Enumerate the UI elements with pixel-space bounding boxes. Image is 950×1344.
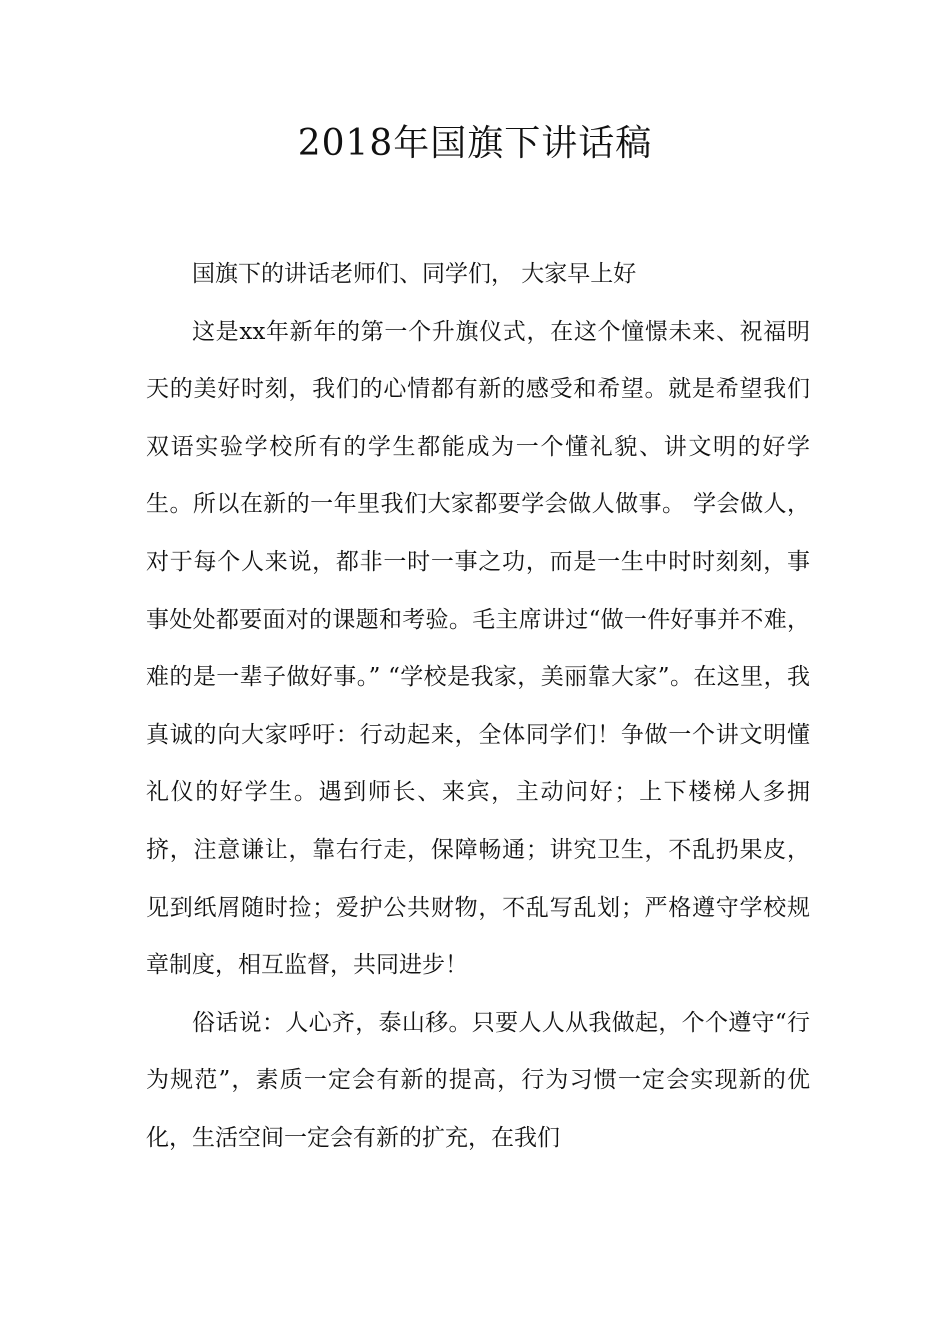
- paragraph-proverb: 俗话说：人心齐，泰山移。只要人人从我做起，个个遵守“行为规范”，素质一定会有新的提高，行为习惯一定会实现新的优化，生活空间一定会有新的扩充，在我们: [146, 1009, 810, 1151]
- paragraph-greeting: 国旗下的讲话老师们、同学们， 大家早上好: [192, 261, 637, 287]
- document-title: 2018年国旗下讲话稿: [297, 123, 653, 164]
- paragraph-main: 这是xx年新年的第一个升旗仪式，在这个憧憬未来、祝福明天的美好时刻，我们的心情都有新的感受和希望。就是希望我们双语实验学校所有的学生都能成为一个懂礼貌、讲文明的好学生。所以在新的一年里我们大家都要学会做人做事。 学会做人，对于每个人来说，都非一时一事之功，而是一生中时时刻刻，事事处处都要面对的课题和考验。毛主席讲过“做一件好事并不难，难的是一辈子做好事。” “学校是我家，美丽靠大家”。在这里，我真诚的向大家呼吁：行动起来，全体同学们！争做一个讲文明懂礼仪的好学生。遇到师长、来宾，主动问好；上下楼梯人多拥挤，注意谦让，靠右行走，保障畅通；讲究卫生，不乱扔果皮，见到纸屑随时捡；爱护公共财物，不乱写乱划；严格遵守学校规章制度，相互监督，共同进步！: [146, 318, 810, 979]
- document-body: [146, 246, 810, 1168]
